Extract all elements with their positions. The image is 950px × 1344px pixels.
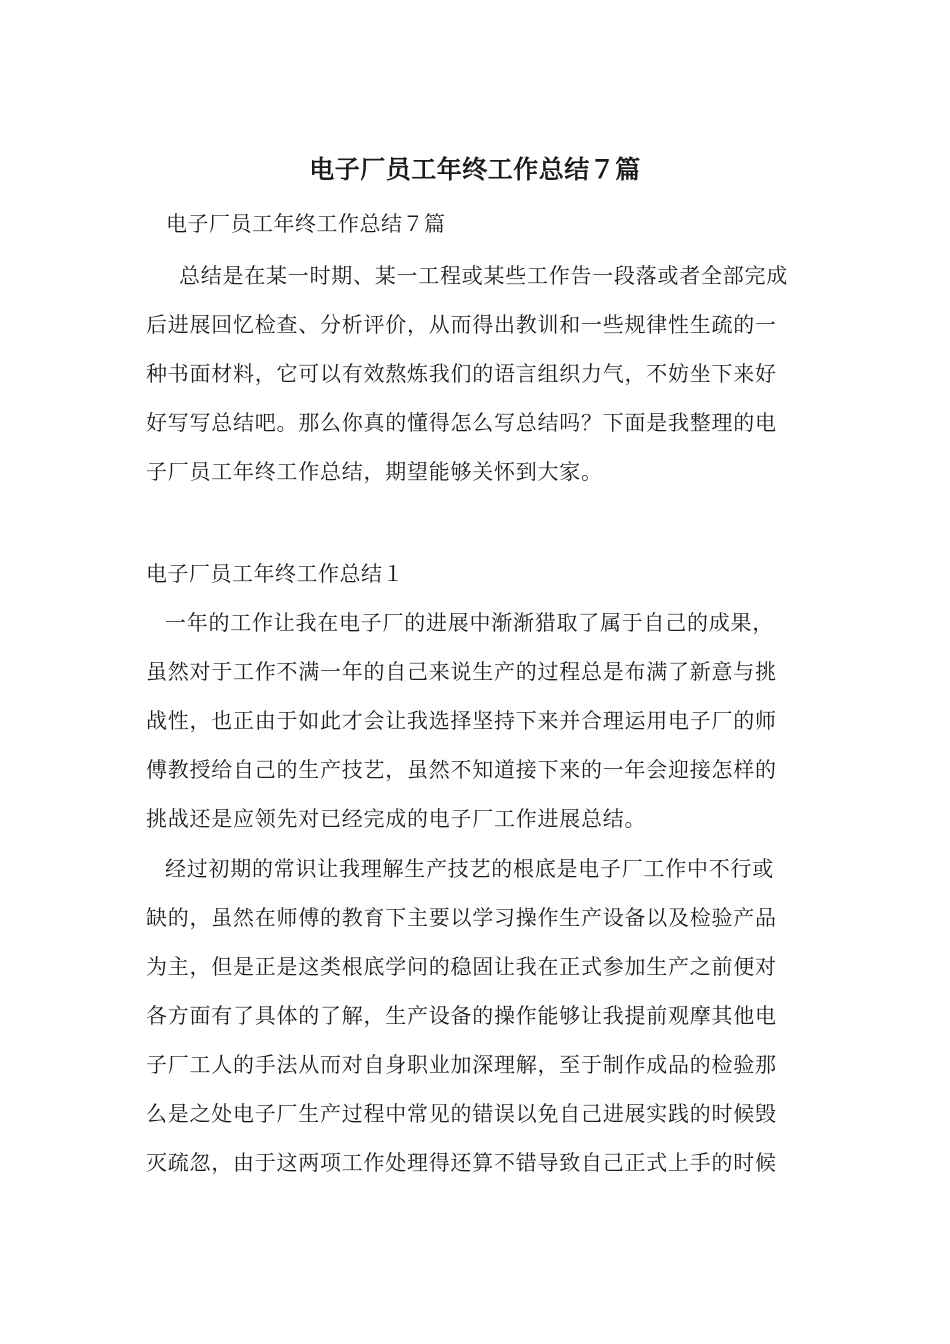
paragraph-line: 一年的工作让我在电子厂的进展中渐渐猎取了属于自己的成果， [165, 611, 774, 635]
paragraph-line: 么是之处电子厂生产过程中常见的错误以免自己进展实践的时候毁 [146, 1102, 777, 1126]
body-paragraph-2 [146, 845, 814, 1188]
section-heading: 电子厂员工年终工作总结１ [146, 562, 404, 586]
body-paragraph-1 [146, 599, 814, 844]
paragraph-line: 为主，但是正是这类根底学问的稳固让我在正式参加生产之前便对 [146, 955, 777, 979]
intro-line: 后进展回忆检查、分析评价，从而得出教训和一些规律性生疏的一 [146, 313, 777, 337]
intro-line: 种书面材料，它可以有效熬炼我们的语言组织力气，不妨坐下来好 [146, 362, 777, 386]
paragraph-line: 灭疏忽，由于这两项工作处理得还算不错导致自己正式上手的时候 [146, 1151, 777, 1175]
paragraph-line: 经过初期的常识让我理解生产技艺的根底是电子厂工作中不行或 [165, 857, 774, 881]
paragraph-line: 战性，也正由于如此才会让我选择坚持下来并合理运用电子厂的师 [146, 709, 777, 733]
paragraph-line: 挑战还是应领先对已经完成的电子厂工作进展总结。 [146, 807, 647, 831]
paragraph-line: 子厂工人的手法从而对自身职业加深理解，至于制作成品的检验那 [146, 1053, 777, 1077]
intro-line: 总结是在某一时期、某一工程或某些工作告一段落或者全部完成 [179, 264, 788, 288]
document-subtitle: 电子厂员工年终工作总结７篇 [166, 212, 446, 236]
intro-paragraph [146, 252, 814, 497]
paragraph-line: 缺的，虽然在师傅的教育下主要以学习操作生产设备以及检验产品 [146, 906, 777, 930]
paragraph-line: 傅教授给自己的生产技艺，虽然不知道接下来的一年会迎接怎样的 [146, 758, 777, 782]
intro-line: 子厂员工年终工作总结，期望能够关怀到大家。 [146, 460, 603, 484]
document-title: 电子厂员工年终工作总结７篇 [309, 155, 641, 184]
paragraph-line: 各方面有了具体的了解，生产设备的操作能够让我提前观摩其他电 [146, 1004, 777, 1028]
intro-line: 好写写总结吧。那么你真的懂得怎么写总结吗？下面是我整理的电 [146, 411, 777, 435]
paragraph-line: 虽然对于工作不满一年的自己来说生产的过程总是布满了新意与挑 [146, 660, 777, 684]
